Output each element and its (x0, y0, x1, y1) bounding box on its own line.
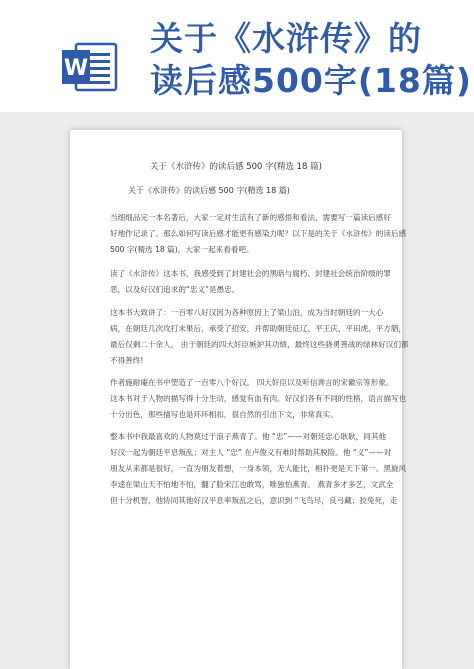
document-page (70, 130, 409, 669)
paragraph-line: 这本书大致讲了：一百零八好汉因为各种原因上了梁山泊，成为当时朝廷的一大心 (110, 308, 384, 317)
word-document-icon (60, 38, 120, 94)
paragraph-line: 读了《水浒传》这本书，我感受到了封建社会的黑暗与腐朽、封建社会统治阶级的罪 (110, 269, 391, 278)
paragraph-4 (110, 375, 407, 423)
paragraph-3 (110, 305, 409, 369)
paragraph-line: 作者施耐庵在书中塑造了一百零八个好汉。 四大奸臣以及听信谗言的宋徽宗等形象。 (110, 378, 394, 387)
paragraph-line: 不得善终! (110, 356, 144, 365)
paragraph-line: 恶，以及好汉们追求的“忠义”是愚忠。 (110, 285, 240, 294)
paragraph-5 (110, 429, 407, 509)
paragraph-line: 好地作记录了。那么如何写读后感才能更有感染力呢？以下是的关于《水浒传》的读后感 (110, 229, 407, 238)
paragraph-2 (110, 266, 391, 298)
paragraph-line: 好汉一起为朝廷平息叛乱；对主人 “忠” 在卢俊义有难时帮助其脱险。他 “义”——对 (110, 448, 392, 457)
banner-title (150, 18, 472, 102)
banner-title-line-1: 关于《水浒传》的 (150, 19, 422, 58)
paragraph-line: 当细细品完一本名著后，大家一定对生活有了新的感悟和看法，需要写一篇读后感好 (110, 213, 391, 222)
banner-title-line-2: 读后感500字(18篇) (150, 61, 472, 100)
paragraph-line: 李逵在梁山天不怕地不怕，翻了脸宋江也敢骂，唯独怕燕青。 燕青多才多艺，文武全 (110, 480, 394, 489)
paragraph-line: 十分出色，那些描写也是环环相扣，很自然的引出下文，非常真实。 (110, 410, 338, 419)
document-subtitle: 关于《水浒传》的读后感 500 字(精选 18 篇) (128, 186, 290, 195)
paragraph-line: 500 字(精选 18 篇)，大家一起来看看吧。 (110, 245, 254, 254)
paragraph-line: 这本书对于人物的描写得十分生动，感觉有血有肉。好汉们各有不同的性格，语言描写也 (110, 394, 407, 403)
paragraph-line: 病，在朝廷几次攻打未果后，承受了招安，并帮助朝廷征辽、平王庆、平田虎、平方腊， (110, 324, 407, 333)
paragraph-line: 但十分机智，他协同其他好汉平息率叛乱之后，意识到 “飞鸟尽，良弓藏；狡兔死，走 (110, 496, 398, 505)
svg-text:W: W (63, 56, 89, 81)
document-title: 关于《水浒传》的读后感 500 字(精选 18 篇) (150, 162, 322, 172)
paragraph-line: 最后仅剩二十余人。 由于朝廷的四大奸臣嫉妒其功绩，最终这些骁勇善战的绿林好汉们都 (110, 340, 409, 349)
banner (0, 0, 474, 112)
paragraph-line: 整本书中我最喜欢的人物莫过于浪子燕青了。他 “忠”——对朝廷忠心耿耿，同其他 (110, 432, 387, 441)
paragraph-1 (110, 210, 407, 258)
paragraph-line: 朋友从来都是很好，一直为朋友着想，一身本领，无人能比，相扑更是天下第一。黑旋风 (110, 464, 407, 473)
